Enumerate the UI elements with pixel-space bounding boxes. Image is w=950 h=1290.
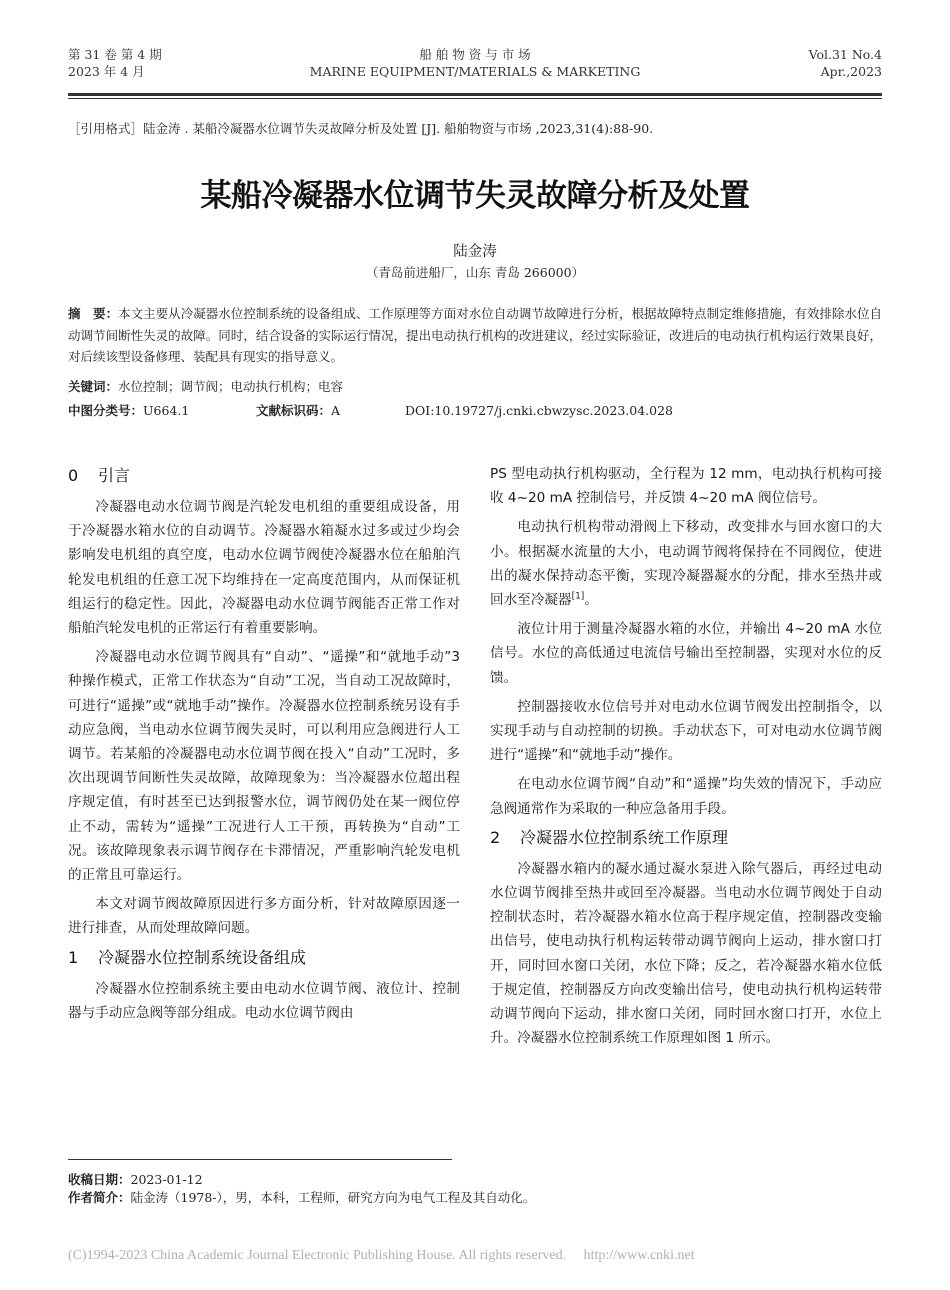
header-journal-name [68,46,882,80]
header-thick-rule [68,93,882,96]
abstract [68,303,882,368]
section-title: 引言 [98,466,131,485]
header-volume-en [809,46,882,80]
paragraph: 本文对调节阀故障原因进行多方面分析，针对故障原因逐一进行排查，从而处理故障问题。 [68,896,460,937]
header-journal-en: MARINE EQUIPMENT/MATERIALS & MARKETING [309,64,641,79]
citation-reference[interactable]: [1] [571,591,585,602]
paragraph-continued: PS 型电动执行机构驱动，全行程为 12 mm，电动执行机构可接收 4~20 mA 控制信号，并反馈 4~20 mA 阀位信号。 [490,466,882,507]
running-header [68,46,882,88]
doc-code [256,401,340,421]
citation-text: 陆金涛 . 某船冷凝器水位调节失灵故障分析及处置 [J]. 船舶物资与市场 ,2023,31(4):88-90. [143,121,654,136]
doc-code-label: 文献标识码： [256,403,332,418]
received-label: 收稿日期： [68,1172,131,1187]
author-name: 陆金涛 [453,244,497,260]
paragraph: 冷凝器电动水位调节阀具有“自动”、“遥操”和“就地手动”3 种操作模式，正常工作状态为“自动”工况，当自动工况故障时，可进行“遥操”或“就地手动”操作。冷凝器水位控制系统另设有手动应急阀，当电动水位调节阀失灵时，可以利用应急阀进行人工调节。若某船的冷凝器电动水位调节阀在投入“自动”工况时，多次出现调节间断性失灵故障，故障现象为：当冷凝器水位超出程序规定值，有时甚至已达到报警水位，调节阀仍处在某一阀位停止不动，需转为“遥操”工况进行人工干预，再转换为“自动”工况。该故障现象表示调节阀存在卡滞情况，严重影响汽轮发电机的正常且可靠运行。 [68,649,460,884]
classification-row [68,401,882,421]
paragraph-end: 。 [584,592,598,609]
paragraph: 冷凝器水箱内的凝水通过凝水泵进入除气器后，再经过电动水位调节阀排至热井或回至冷凝器。当电动水位调节阀处于自动控制状态时，若冷凝器水箱水位高于程序规定值，控制器改变输出信号，使电动执行机构运转带动调节阀向上运动，排水窗口打开，同时回水窗口关闭，水位下降；反之，若冷凝器水箱水位低于规定值，控制器反方向改变输出信号，使电动执行机构运转带动调节阀向下运动，排水窗口关闭，同时回水窗口打开，水位上升。冷凝器水位控制系统工作原理如图 1 所示。 [490,860,882,1047]
section-number: 0 [68,466,79,485]
keywords-label: 关键词： [68,379,119,394]
paragraph: 液位计用于测量冷凝器水箱的水位，并输出 4~20 mA 水位信号。水位的高低通过电流信号输出至控制器，实现对水位的反馈。 [490,621,882,686]
doi: DOI:10.19727/j.cnki.cbwzysc.2023.04.028 [405,403,673,418]
citation-format [68,119,882,137]
paragraph: 控制器接收水位信号并对电动水位调节阀发出控制指令，以实现手动与自动控制的切换。手动状态下，可对电动水位调节阀进行“遥操”和“就地手动”操作。 [490,698,882,764]
copyright-watermark: (C)1994-2023 China Academic Journal Electronic Publishing House. All rights reserved. http://www.cnki.net [68,1248,695,1263]
paragraph [490,515,882,612]
body-column-right [490,462,882,1055]
paragraph: 在电动水位调节阀“自动”和“遥操”均失效的情况下，手动应急阀通常作为采取的一种应急备用手段。 [490,776,882,817]
header-vol-no: Vol.31 No.4 [808,47,882,62]
header-date-cn: 2023 年 4 月 [68,64,145,79]
paper-title: 某船冷凝器水位调节失灵故障分析及处置 [200,178,750,214]
header-date-en: Apr.,2023 [820,64,882,79]
section-heading-0 [68,464,460,488]
author-affiliation: （青岛前进船厂，山东 青岛 266000） [365,265,585,280]
clc-number [68,401,189,421]
paragraph: 冷凝器水位控制系统主要由电动水位调节阀、液位计、控制器与手动应急阀等部分组成。电动水位调节阀由 [68,980,460,1021]
clc-value: U664.1 [143,403,190,418]
header-journal-cn: 船 舶 物 资 与 市 场 [419,47,531,62]
header-volume-cn: 第 31 卷 第 4 期 [68,47,162,62]
footnote-author-bio [68,1189,882,1207]
keywords-text: 水位控制；调节阀；电动执行机构；电容 [118,379,344,394]
section-number: 2 [490,827,501,847]
section-heading-2 [490,826,882,850]
clc-label: 中图分类号： [68,403,144,418]
section-heading-1 [68,946,460,970]
citation-label: ［引用格式］ [68,121,144,136]
bio-value: 陆金涛（1978-），男，本科，工程师，研究方向为电气工程及其自动化。 [130,1190,536,1205]
paragraph-text: 电动执行机构带动滑阀上下移动，改变排水与回水窗口的大小。根据凝水流量的大小，电动调节阀将保持在不同阀位，使进出的凝水保持动态平衡，实现冷凝器凝水的分配，排水至热井或回水至冷凝器 [490,519,882,609]
doc-code-value: A [331,403,341,418]
keywords [68,377,882,397]
section-title: 冷凝器水位控制系统设备组成 [98,947,307,967]
footnote-received [68,1171,882,1189]
received-value: 2023-01-12 [130,1172,203,1187]
abstract-text: 本文主要从冷凝器水位控制系统的设备组成、工作原理等方面对水位自动调节故障进行分析，根据故障特点制定维修措施，有效排除水位自动调节间断性失灵的故障。同时，结合设备的实际运行情况，提出电动执行机构的改进建议，经过实际验证，改进后的电动执行机构运行效果良好，对后续该型设备修理、装配具有现实的指导意义。 [68,306,882,364]
bio-label: 作者简介： [68,1190,131,1205]
body-column-left [68,462,460,1030]
paragraph: 冷凝器电动水位调节阀是汽轮发电机组的重要组成设备，用于冷凝器水箱水位的自动调节。冷凝器水箱凝水过多或过少均会影响发电机组的真空度，电动水位调节阀使冷凝器水位在船舶汽轮发电机组的任意工况下均维持在一定高度范围内，从而保证机组运行的稳定性。因此，冷凝器电动水位调节阀能否正常工作对船舶汽轮发电机的正常运行有着重要影响。 [68,499,460,637]
section-title: 冷凝器水位控制系统工作原理 [520,827,729,847]
section-number: 1 [68,947,79,967]
header-thin-rule [68,98,882,99]
footnote-rule [68,1159,452,1160]
abstract-label: 摘 要： [68,306,119,321]
